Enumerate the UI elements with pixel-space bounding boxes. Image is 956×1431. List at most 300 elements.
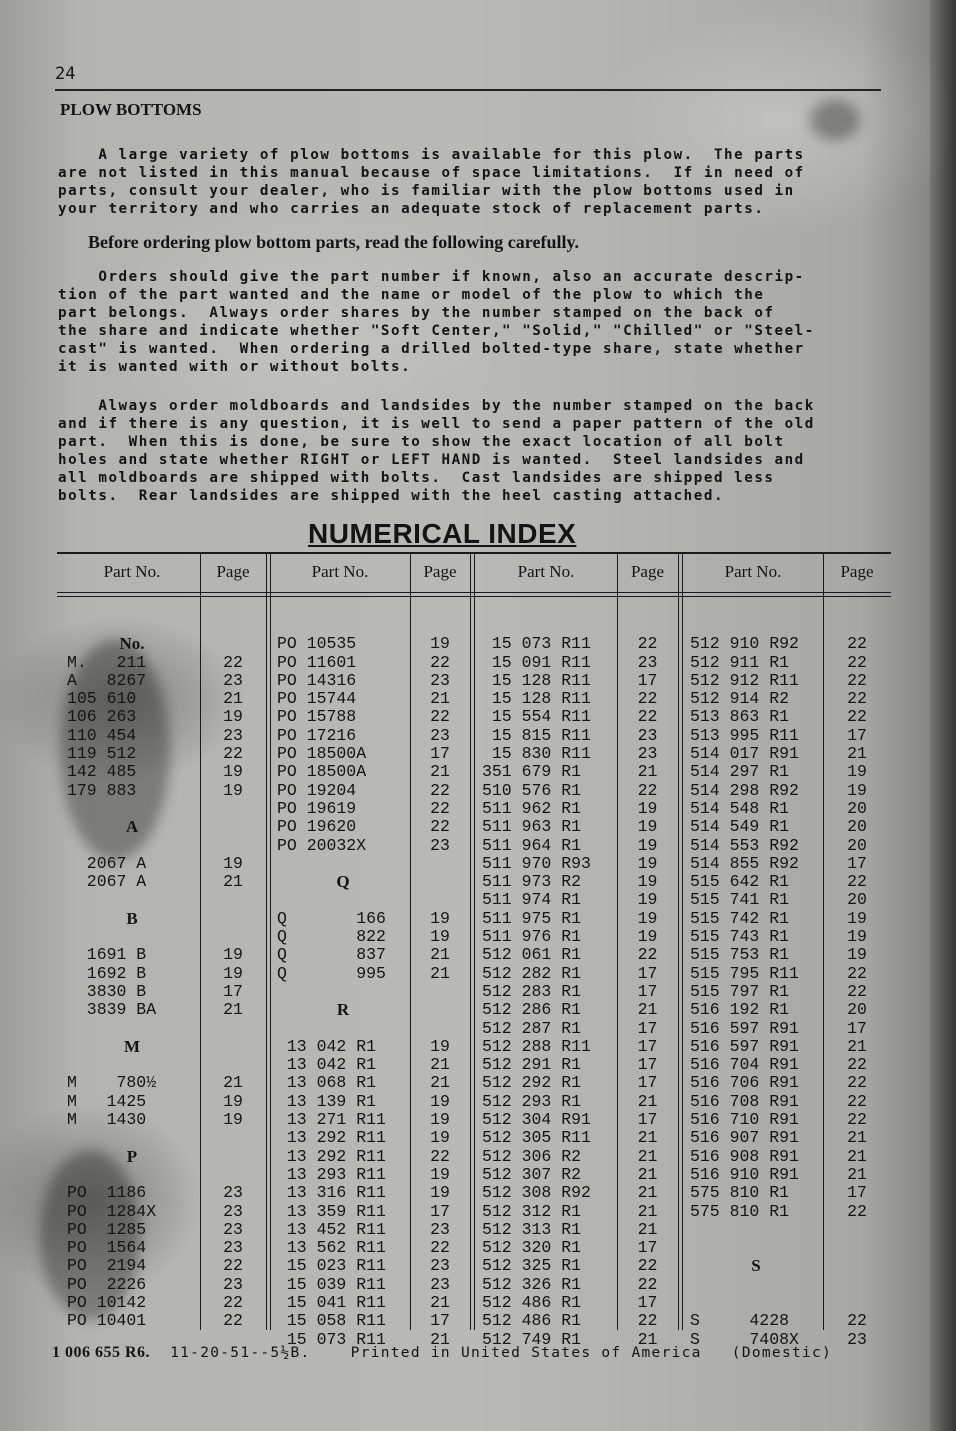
index-part-number: 15 128 R11 [482, 670, 591, 690]
index-part-number: PO 11601 [277, 652, 357, 672]
index-page-number: 22 [430, 652, 450, 672]
index-part-number: 512 306 R2 [482, 1146, 582, 1166]
index-page-number: 17 [847, 853, 867, 873]
index-letter-heading: A [125, 817, 139, 837]
index-page-number [202, 635, 264, 653]
index-page-number [202, 1056, 264, 1074]
index-part-number: 512 313 R1 [482, 1219, 582, 1239]
index-page-number: 19 [430, 1036, 450, 1056]
index-part-number: 13 562 R11 [277, 1238, 386, 1258]
index-part-number: PO 19204 [277, 780, 357, 800]
index-page-number: 21 [637, 1219, 658, 1239]
index-page-number: 22 [847, 689, 867, 709]
index-page-number: 21 [637, 1091, 658, 1111]
index-part-number: 512 288 R11 [482, 1036, 591, 1056]
index-page-number: 22 [223, 1311, 243, 1331]
index-part-number: 3839 BA [67, 1000, 157, 1020]
index-part-number: 512 287 R1 [482, 1018, 582, 1038]
index-part-number: M 1430 [67, 1110, 147, 1130]
index-part-number: 516 706 R91 [690, 1073, 799, 1093]
index-page-number: 21 [430, 1055, 450, 1075]
index-page-number [412, 873, 468, 891]
index-part-number: PO 2226 [67, 1274, 147, 1294]
index-part-number: 3830 B [67, 981, 147, 1001]
index-page-number: 19 [223, 780, 243, 800]
index-page-number: 17 [430, 744, 450, 764]
header-part-no: Part No. [311, 562, 369, 581]
index-part-number: 512 912 R11 [690, 670, 799, 690]
index-part-number: 512 061 R1 [482, 945, 582, 965]
index-page-number: 17 [847, 1183, 867, 1203]
index-page-number: 23 [430, 725, 450, 745]
index-page-number [619, 617, 676, 635]
index-page-number: 22 [847, 1091, 867, 1111]
index-page-number: 22 [637, 1256, 658, 1276]
index-part-number: 516 597 R91 [690, 1036, 799, 1056]
index-page-number: 19 [847, 927, 867, 947]
index-part-number: 13 042 R1 [277, 1055, 377, 1075]
index-part-number: 513 863 R1 [690, 707, 790, 727]
index-part-number: 516 708 R91 [690, 1091, 799, 1111]
index-part-number: Q 166 [277, 908, 386, 928]
index-part-number: 13 452 R11 [277, 1219, 386, 1239]
index-part-number: 511 962 R1 [482, 798, 582, 818]
index-part-number: 512 308 R92 [482, 1183, 591, 1203]
index-part-number: 105 610 [67, 689, 137, 709]
index-page-number: 23 [430, 1219, 450, 1239]
index-col-2-pages [412, 617, 468, 1349]
index-page-number: 22 [847, 981, 867, 1001]
index-part-number: PO 1284X [67, 1201, 157, 1221]
index-page-number: 19 [637, 798, 658, 818]
index-page-number: 21 [430, 1073, 450, 1093]
index-part-number: 15 815 R11 [482, 725, 591, 745]
index-part-number: 575 810 R1 [690, 1201, 790, 1221]
index-page-number: 21 [847, 1128, 867, 1148]
index-part-number: PO 18500A [277, 744, 367, 764]
index-page-number [202, 1166, 264, 1184]
index-part-number: 15 830 R11 [482, 744, 591, 764]
index-part-number: PO 10142 [67, 1292, 147, 1312]
index-part-number: 511 973 R2 [482, 872, 582, 892]
index-col-4-pages [825, 617, 889, 1349]
index-part-number: 15 039 R11 [277, 1274, 386, 1294]
index-page-number: 23 [430, 835, 450, 855]
ink-smudge [810, 100, 860, 140]
index-page-number: 23 [223, 670, 243, 690]
index-part-number: 512 749 R1 [482, 1329, 582, 1349]
index-part-number: 1691 B [67, 945, 147, 965]
index-page-number: 20 [847, 835, 867, 855]
index-page-number: 22 [223, 744, 243, 764]
index-col-1-pages [202, 617, 264, 1331]
index-col-3-pages [619, 617, 676, 1349]
index-page-number: 23 [637, 725, 658, 745]
index-page-number: 22 [847, 634, 867, 654]
index-page-number: 22 [847, 652, 867, 672]
index-part-number: 575 810 R1 [690, 1183, 790, 1203]
index-part-number: 515 753 R1 [690, 945, 790, 965]
index-part-number: 13 293 R11 [277, 1164, 386, 1184]
index-part-number: 2067 A [67, 872, 147, 892]
index-part-number: 15 041 R11 [277, 1292, 386, 1312]
index-part-number: 512 911 R1 [690, 652, 790, 672]
index-page-number: 19 [430, 1164, 450, 1184]
index-page-number: 21 [430, 945, 450, 965]
index-page-number: 21 [430, 1329, 450, 1349]
index-page-number [202, 1020, 264, 1038]
index-part-number [277, 983, 409, 1001]
index-page-number [825, 1221, 889, 1239]
index-page-number: 22 [847, 1311, 867, 1331]
index-page-number [202, 1148, 264, 1166]
index-page-number: 22 [430, 1238, 450, 1258]
index-part-number: 514 855 R92 [690, 853, 799, 873]
index-page-number: 21 [637, 1146, 658, 1166]
index-page-number: 20 [847, 798, 867, 818]
index-part-number: PO 10401 [67, 1311, 147, 1331]
index-page-number [202, 837, 264, 855]
index-page-number: 23 [223, 1274, 243, 1294]
index-part-number [690, 1239, 822, 1257]
index-part-number: M 1425 [67, 1091, 147, 1111]
index-part-number: 512 320 R1 [482, 1238, 582, 1258]
index-part-number: PO 1285 [67, 1219, 147, 1239]
index-page-number [202, 1129, 264, 1147]
index-page-number: 19 [223, 945, 243, 965]
index-page-number: 22 [223, 1256, 243, 1276]
index-page-number: 19 [637, 835, 658, 855]
index-part-number: 514 017 R91 [690, 744, 799, 764]
index-part-number: 515 795 R11 [690, 963, 799, 983]
page-edge-shadow [930, 0, 956, 1431]
index-part-number: 512 283 R1 [482, 981, 582, 1001]
index-part-number: 15 554 R11 [482, 707, 591, 727]
header-part-no: Part No. [724, 562, 782, 581]
header-part-no: Part No. [103, 562, 161, 581]
index-part-number [67, 1056, 197, 1074]
index-page-number [202, 1038, 264, 1056]
index-page-number: 19 [847, 908, 867, 928]
intro-paragraph: A large variety of plow bottoms is available for this plow. The parts are not listed in this manual because of space limitations. If in need of parts, consult your dealer, who is familiar with the plow bottoms used in your territory and who carries an adequate stock of replacement parts. [58, 147, 805, 217]
index-page-number: 21 [637, 1000, 658, 1020]
index-part-number: 516 597 R91 [690, 1018, 799, 1038]
index-part-number: 512 910 R92 [690, 634, 799, 654]
index-part-number: 515 642 R1 [690, 872, 790, 892]
index-page-number: 22 [637, 780, 658, 800]
index-page-number [825, 1239, 889, 1257]
header-page: Page [216, 562, 250, 581]
index-page-number: 17 [637, 1238, 658, 1258]
index-part-number: PO 18500A [277, 762, 367, 782]
index-letter-heading: No. [119, 634, 145, 654]
index-part-number [277, 1020, 409, 1038]
index-part-number: 516 710 R91 [690, 1110, 799, 1130]
index-page-number: 22 [223, 1292, 243, 1312]
index-page-number: 17 [223, 981, 243, 1001]
index-part-number: 15 073 R11 [277, 1329, 386, 1349]
index-part-number [690, 1221, 822, 1239]
index-part-number: 13 292 R11 [277, 1128, 386, 1148]
index-part-number: 514 549 R1 [690, 817, 790, 837]
index-part-number: 511 976 R1 [482, 927, 582, 947]
index-page-number: 22 [847, 1055, 867, 1075]
index-page-number: 21 [847, 1036, 867, 1056]
index-col-2-parts [277, 617, 409, 1349]
index-page-number: 22 [430, 780, 450, 800]
index-part-number [277, 891, 409, 909]
index-page-number: 22 [430, 1146, 450, 1166]
index-page-number: 22 [847, 707, 867, 727]
index-page-number [412, 983, 468, 1001]
index-part-number [67, 1166, 197, 1184]
column-divider [266, 552, 271, 1330]
index-letter-heading: R [336, 1000, 350, 1020]
index-page-number: 21 [223, 1073, 243, 1093]
index-page-number: 19 [637, 908, 658, 928]
index-part-number: 515 741 R1 [690, 890, 790, 910]
index-page-number [202, 910, 264, 928]
index-part-number: 516 907 R91 [690, 1128, 799, 1148]
index-part-number: 512 325 R1 [482, 1256, 582, 1276]
index-page-number: 21 [430, 689, 450, 709]
index-page-number: 19 [223, 853, 243, 873]
index-part-number: 13 359 R11 [277, 1201, 386, 1221]
index-page-number [412, 855, 468, 873]
index-page-number [412, 891, 468, 909]
index-part-number: 514 548 R1 [690, 798, 790, 818]
form-number: 1 006 655 R6. [52, 1344, 151, 1361]
index-page-number: 17 [637, 981, 658, 1001]
index-page-number: 19 [430, 1110, 450, 1130]
index-part-number: 514 298 R92 [690, 780, 799, 800]
index-page-number: 17 [637, 1073, 658, 1093]
header-page: Page [840, 562, 874, 581]
print-info: 11-20-51--5½B. Printed in United States of America (Domestic) [170, 1345, 833, 1361]
index-part-number: 512 486 R1 [482, 1292, 582, 1312]
index-part-number [67, 800, 197, 818]
index-part-number: PO 1186 [67, 1183, 147, 1203]
index-page-number: 17 [637, 1292, 658, 1312]
index-part-number: 13 292 R11 [277, 1146, 386, 1166]
index-page-number [202, 891, 264, 909]
index-part-number: 512 486 R1 [482, 1311, 582, 1331]
index-part-number: 512 286 R1 [482, 1000, 582, 1020]
index-part-number: 512 326 R1 [482, 1274, 582, 1294]
index-page-number [825, 1257, 889, 1275]
index-page-number: 23 [847, 1329, 867, 1349]
index-page-number: 19 [223, 1091, 243, 1111]
index-part-number: 510 576 R1 [482, 780, 582, 800]
index-page-number: 19 [847, 945, 867, 965]
index-part-number: Q 822 [277, 927, 386, 947]
index-part-number: 13 042 R1 [277, 1036, 377, 1056]
index-page-number: 19 [223, 762, 243, 782]
index-part-number: PO 15744 [277, 689, 357, 709]
index-page-number: 21 [430, 1292, 450, 1312]
index-page-number: 22 [430, 798, 450, 818]
index-part-number: 13 139 R1 [277, 1091, 377, 1111]
header-part-no: Part No. [517, 562, 575, 581]
header-page: Page [630, 562, 665, 581]
index-page-number: 17 [637, 1055, 658, 1075]
index-part-number: PO 15788 [277, 707, 357, 727]
index-part-number: PO 2194 [67, 1256, 147, 1276]
index-page-number: 17 [847, 725, 867, 745]
index-part-number: Q 837 [277, 945, 386, 965]
index-page-number: 23 [430, 1274, 450, 1294]
index-part-number: 516 910 R91 [690, 1164, 799, 1184]
index-page-number: 22 [637, 1274, 658, 1294]
index-part-number: 119 512 [67, 744, 137, 764]
index-page-number [412, 617, 468, 635]
index-part-number: 512 307 R2 [482, 1164, 582, 1184]
index-page-number: 22 [430, 707, 450, 727]
index-page-number: 23 [223, 1219, 243, 1239]
index-part-number: 110 454 [67, 725, 137, 745]
index-page-number: 23 [430, 670, 450, 690]
column-divider [470, 552, 475, 1330]
index-part-number: 512 291 R1 [482, 1055, 582, 1075]
index-page-number: 22 [847, 963, 867, 983]
index-part-number: PO 20032X [277, 835, 367, 855]
section-heading: PLOW BOTTOMS [60, 100, 202, 119]
index-page-number: 23 [223, 725, 243, 745]
index-page-number [825, 1294, 889, 1312]
index-col-3-parts [482, 617, 616, 1349]
index-part-number [277, 617, 409, 635]
index-letter-heading: B [126, 908, 138, 928]
index-part-number: M 780½ [67, 1073, 157, 1093]
index-page-number: 22 [637, 634, 658, 654]
index-part-number [67, 837, 197, 855]
index-page-number: 19 [637, 890, 658, 910]
index-page-number: 23 [430, 1256, 450, 1276]
index-page-number: 17 [637, 1018, 658, 1038]
index-part-number: 13 316 R11 [277, 1183, 386, 1203]
index-letter-heading: M [123, 1036, 141, 1056]
index-part-number [67, 1129, 197, 1147]
index-page-number: 23 [223, 1238, 243, 1258]
index-part-number: 142 485 [67, 762, 137, 782]
index-page-number: 20 [847, 1000, 867, 1020]
index-page-number: 19 [430, 634, 450, 654]
index-letter-heading: Q [336, 872, 350, 892]
index-page-number: 22 [847, 670, 867, 690]
index-part-number: 512 304 R91 [482, 1110, 591, 1130]
index-part-number: 511 970 R93 [482, 853, 591, 873]
index-page-number: 19 [430, 1091, 450, 1111]
index-part-number: 15 073 R11 [482, 634, 591, 654]
index-page-number: 22 [637, 707, 658, 727]
index-part-number: 179 883 [67, 780, 137, 800]
index-page-number: 19 [847, 762, 867, 782]
index-part-number: 13 271 R11 [277, 1110, 386, 1130]
numerical-index-table [57, 552, 891, 1349]
index-page-number: 21 [223, 1000, 243, 1020]
index-part-number: 512 914 R2 [690, 689, 790, 709]
column-divider [823, 552, 824, 1330]
index-page-number: 22 [637, 1311, 658, 1331]
index-part-number: 15 128 R11 [482, 689, 591, 709]
moldboards-paragraph: Always order moldboards and landsides by the number stamped on the back and if there is any question, it is well to send a paper pattern of the old part. When this is done, be sure to show the exact location of all bolt holes and state whether RIGHT or LEFT HAND is wanted. Steel landsides and all moldboards are shipped with bolts. Cast landsides are shipped less bolts. Rear landsides are shipped with the heel casting attached. [58, 398, 815, 504]
index-page-number: 23 [637, 744, 658, 764]
index-part-number: 512 305 R11 [482, 1128, 591, 1148]
top-rule [55, 89, 881, 91]
index-part-number: 511 964 R1 [482, 835, 582, 855]
index-page-number: 17 [430, 1311, 450, 1331]
index-part-number: 13 068 R1 [277, 1073, 377, 1093]
index-part-number: 15 023 R11 [277, 1256, 386, 1276]
column-divider [410, 552, 411, 1330]
index-part-number: 15 058 R11 [277, 1311, 386, 1331]
index-page-number [412, 1020, 468, 1038]
index-page-number: 21 [430, 762, 450, 782]
index-page-number: 21 [637, 1329, 658, 1349]
index-part-number: 515 742 R1 [690, 908, 790, 928]
index-col-4-parts [690, 617, 822, 1349]
index-part-number [67, 1020, 197, 1038]
index-page-number: 21 [847, 1164, 867, 1184]
index-part-number: PO 17216 [277, 725, 357, 745]
index-part-number: 2067 A [67, 853, 147, 873]
index-part-number: 515 797 R1 [690, 981, 790, 1001]
index-page-number: 21 [223, 689, 243, 709]
index-page-number: 19 [637, 927, 658, 947]
index-part-number: 516 704 R91 [690, 1055, 799, 1075]
index-part-number: 513 995 R11 [690, 725, 799, 745]
index-page-number: 23 [223, 1183, 243, 1203]
index-page-number: 22 [223, 652, 243, 672]
index-part-number [690, 1294, 822, 1312]
index-col-1-parts [67, 617, 197, 1331]
index-page-number: 17 [847, 1018, 867, 1038]
index-title: NUMERICAL INDEX [308, 518, 577, 549]
column-divider [200, 552, 201, 1330]
index-page-number: 22 [430, 817, 450, 837]
index-page-number: 17 [637, 1036, 658, 1056]
index-part-number: A 8267 [67, 670, 147, 690]
index-letter-heading: P [126, 1146, 138, 1166]
index-part-number: 511 963 R1 [482, 817, 582, 837]
index-page-number: 23 [223, 1201, 243, 1221]
index-part-number: PO 10535 [277, 634, 357, 654]
index-page-number: 21 [637, 1201, 658, 1221]
index-page-number: 19 [223, 707, 243, 727]
index-part-number: 1692 B [67, 963, 147, 983]
index-part-number: 514 553 R92 [690, 835, 799, 855]
index-page-number: 19 [223, 963, 243, 983]
index-page-number [825, 1276, 889, 1294]
index-part-number: 512 292 R1 [482, 1073, 582, 1093]
column-divider [617, 552, 618, 1330]
index-page-number: 21 [637, 1128, 658, 1148]
index-part-number: 515 743 R1 [690, 927, 790, 947]
index-page-number [202, 928, 264, 946]
index-letter-heading: S [751, 1256, 761, 1276]
index-page-number: 19 [637, 853, 658, 873]
index-page-number: 21 [847, 744, 867, 764]
index-page-number: 17 [637, 1110, 658, 1130]
header-page: Page [423, 562, 457, 581]
index-page-number [825, 617, 889, 635]
index-part-number: S 4228 [690, 1311, 790, 1331]
index-part-number: 511 975 R1 [482, 908, 582, 928]
index-part-number [482, 617, 616, 635]
index-page-number: 22 [847, 1110, 867, 1130]
index-page-number: 21 [223, 872, 243, 892]
index-part-number: S 7408X [690, 1329, 799, 1349]
